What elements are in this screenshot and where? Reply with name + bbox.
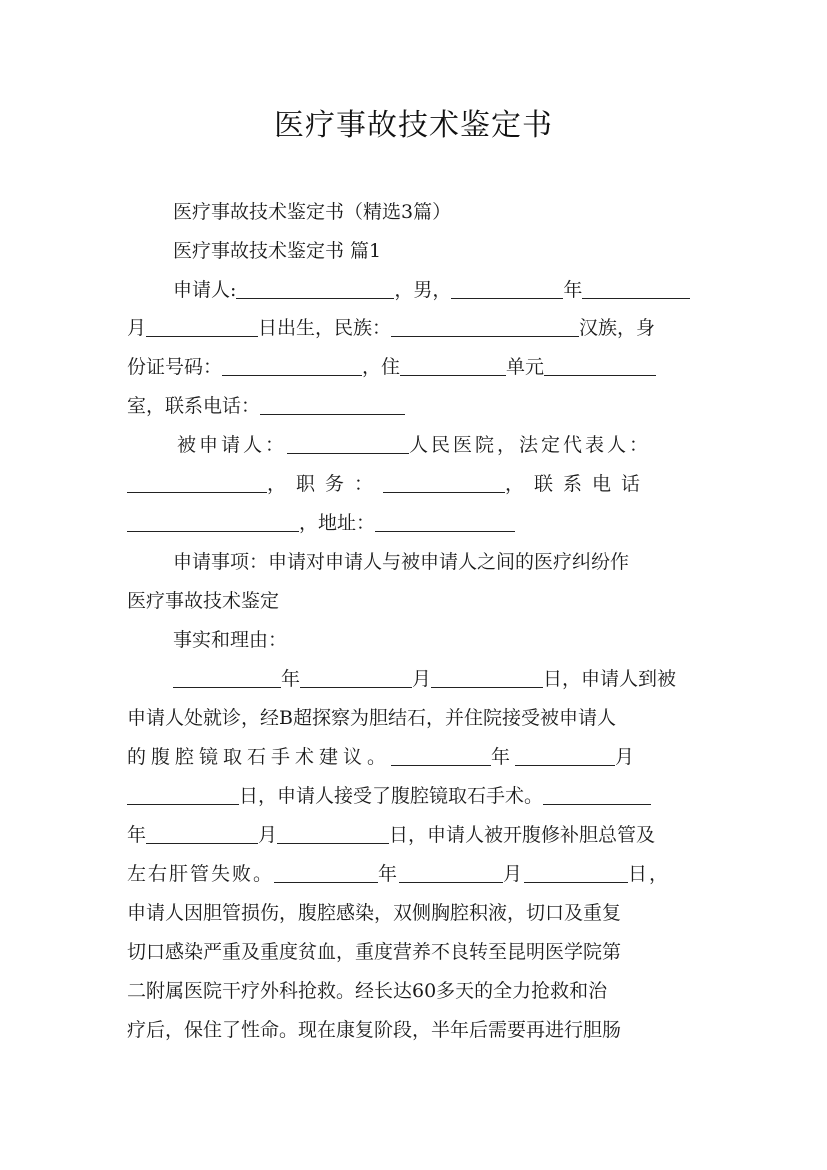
birth-text: 日出生，民族： xyxy=(258,317,392,339)
han-text: 汉族，身 xyxy=(579,317,656,339)
address-text: ，地址： xyxy=(299,512,376,534)
request-line-2: 医疗事故技术鉴定 xyxy=(127,590,280,612)
facts-heading: 事实和理由： xyxy=(173,629,288,651)
year-text: 年 xyxy=(127,824,147,846)
transfer-year-blank[interactable] xyxy=(274,864,378,883)
facts-line-5 xyxy=(127,823,655,847)
document-title: 医疗事故技术鉴定书 xyxy=(274,108,553,143)
visit-text: 日，申请人到被 xyxy=(543,668,677,690)
phone-blank[interactable] xyxy=(260,396,405,415)
facts-line-10: 疗后，保住了性命。现在康复阶段，半年后需要再进行胆肠 xyxy=(127,1019,622,1041)
facts-line-1 xyxy=(173,667,676,691)
respondent-line-3 xyxy=(127,511,515,535)
unit-blank[interactable] xyxy=(544,357,656,376)
male-text: ，男， xyxy=(394,279,452,301)
name-blank[interactable] xyxy=(236,280,394,299)
respondent-line-1 xyxy=(177,433,651,457)
facts-text: 日，申请人被开腹修补胆总管及 xyxy=(389,824,656,846)
transfer-day-blank[interactable] xyxy=(524,864,628,883)
applicant-label: 申请人: xyxy=(173,279,237,301)
facts-text: 左右肝管失败。 xyxy=(127,863,275,885)
birth-month-blank[interactable] xyxy=(582,280,690,299)
ethnicity-blank[interactable] xyxy=(391,318,579,337)
transfer-month-blank[interactable] xyxy=(399,864,503,883)
surgery-day-blank[interactable] xyxy=(127,786,239,805)
position-text: ，职务： xyxy=(267,473,384,495)
repair-month-blank[interactable] xyxy=(146,825,258,844)
representative-blank[interactable] xyxy=(127,474,267,493)
applicant-line-4 xyxy=(127,394,405,418)
respondent-phone-blank[interactable] xyxy=(127,513,299,532)
facts-line-6 xyxy=(127,862,670,886)
year-text: 年 xyxy=(378,863,400,885)
facts-text: 的腹腔镜取石手术建议。 xyxy=(127,746,392,768)
position-blank[interactable] xyxy=(383,474,505,493)
visit-day-blank[interactable] xyxy=(431,669,543,688)
repair-year-blank[interactable] xyxy=(543,786,651,805)
unit-text: 单元 xyxy=(506,356,545,378)
month-text: 月 xyxy=(412,668,432,690)
month-text: 月 xyxy=(503,863,525,885)
facts-line-8: 切口感染严重及重度贫血，重度营养不良转至昆明医学院第 xyxy=(127,941,622,963)
year-text: 年 xyxy=(563,279,583,301)
month-text: 月 xyxy=(127,317,147,339)
respondent-label: 被申请人： xyxy=(177,434,288,456)
hospital-blank[interactable] xyxy=(287,435,409,454)
facts-text: 日，申请人接受了腹腔镜取石手术。 xyxy=(239,785,544,807)
respondent-line-2 xyxy=(127,472,650,496)
facts-line-9: 二附属医院干疗外科抢救。经长达60多天的全力抢救和治 xyxy=(127,980,608,1002)
hospital-rep-text: 人民医院，法定代表人： xyxy=(409,434,652,456)
applicant-line-1 xyxy=(173,278,690,302)
id-number-blank[interactable] xyxy=(222,357,362,376)
respondent-phone-text: ，联系电话 xyxy=(505,473,651,495)
section-heading: 医疗事故技术鉴定书 篇1 xyxy=(173,240,382,262)
visit-year-blank[interactable] xyxy=(173,669,281,688)
visit-month-blank[interactable] xyxy=(300,669,412,688)
facts-line-4 xyxy=(127,784,651,808)
applicant-line-3 xyxy=(127,355,656,379)
facts-text: 日， xyxy=(628,863,671,885)
repair-day-blank[interactable] xyxy=(277,825,389,844)
surgery-year-blank[interactable] xyxy=(391,747,491,766)
year-text: 年 xyxy=(281,668,301,690)
request-line-1: 申请事项：申请对申请人与被申请人之间的医疗纠纷作 xyxy=(173,551,630,573)
id-text: 份证号码： xyxy=(127,356,223,378)
facts-line-2: 申请人处就诊，经B超探察为胆结石，并住院接受被申请人 xyxy=(127,707,616,729)
birth-day-blank[interactable] xyxy=(146,318,258,337)
birth-year-blank[interactable] xyxy=(451,280,563,299)
facts-line-3 xyxy=(127,745,639,769)
live-text: ，住 xyxy=(362,356,401,378)
month-text: 月 xyxy=(258,824,278,846)
room-phone-text: 室，联系电话： xyxy=(127,395,261,417)
facts-line-7: 申请人因胆管损伤，腹腔感染，双侧胸腔积液，切口及重复 xyxy=(127,902,622,924)
month-text: 月 xyxy=(615,746,640,768)
surgery-month-blank[interactable] xyxy=(515,747,615,766)
respondent-address-blank[interactable] xyxy=(375,513,515,532)
year-text: 年 xyxy=(491,746,516,768)
applicant-line-2 xyxy=(127,316,655,340)
subtitle: 医疗事故技术鉴定书（精选3篇） xyxy=(173,201,452,223)
address-blank[interactable] xyxy=(400,357,506,376)
